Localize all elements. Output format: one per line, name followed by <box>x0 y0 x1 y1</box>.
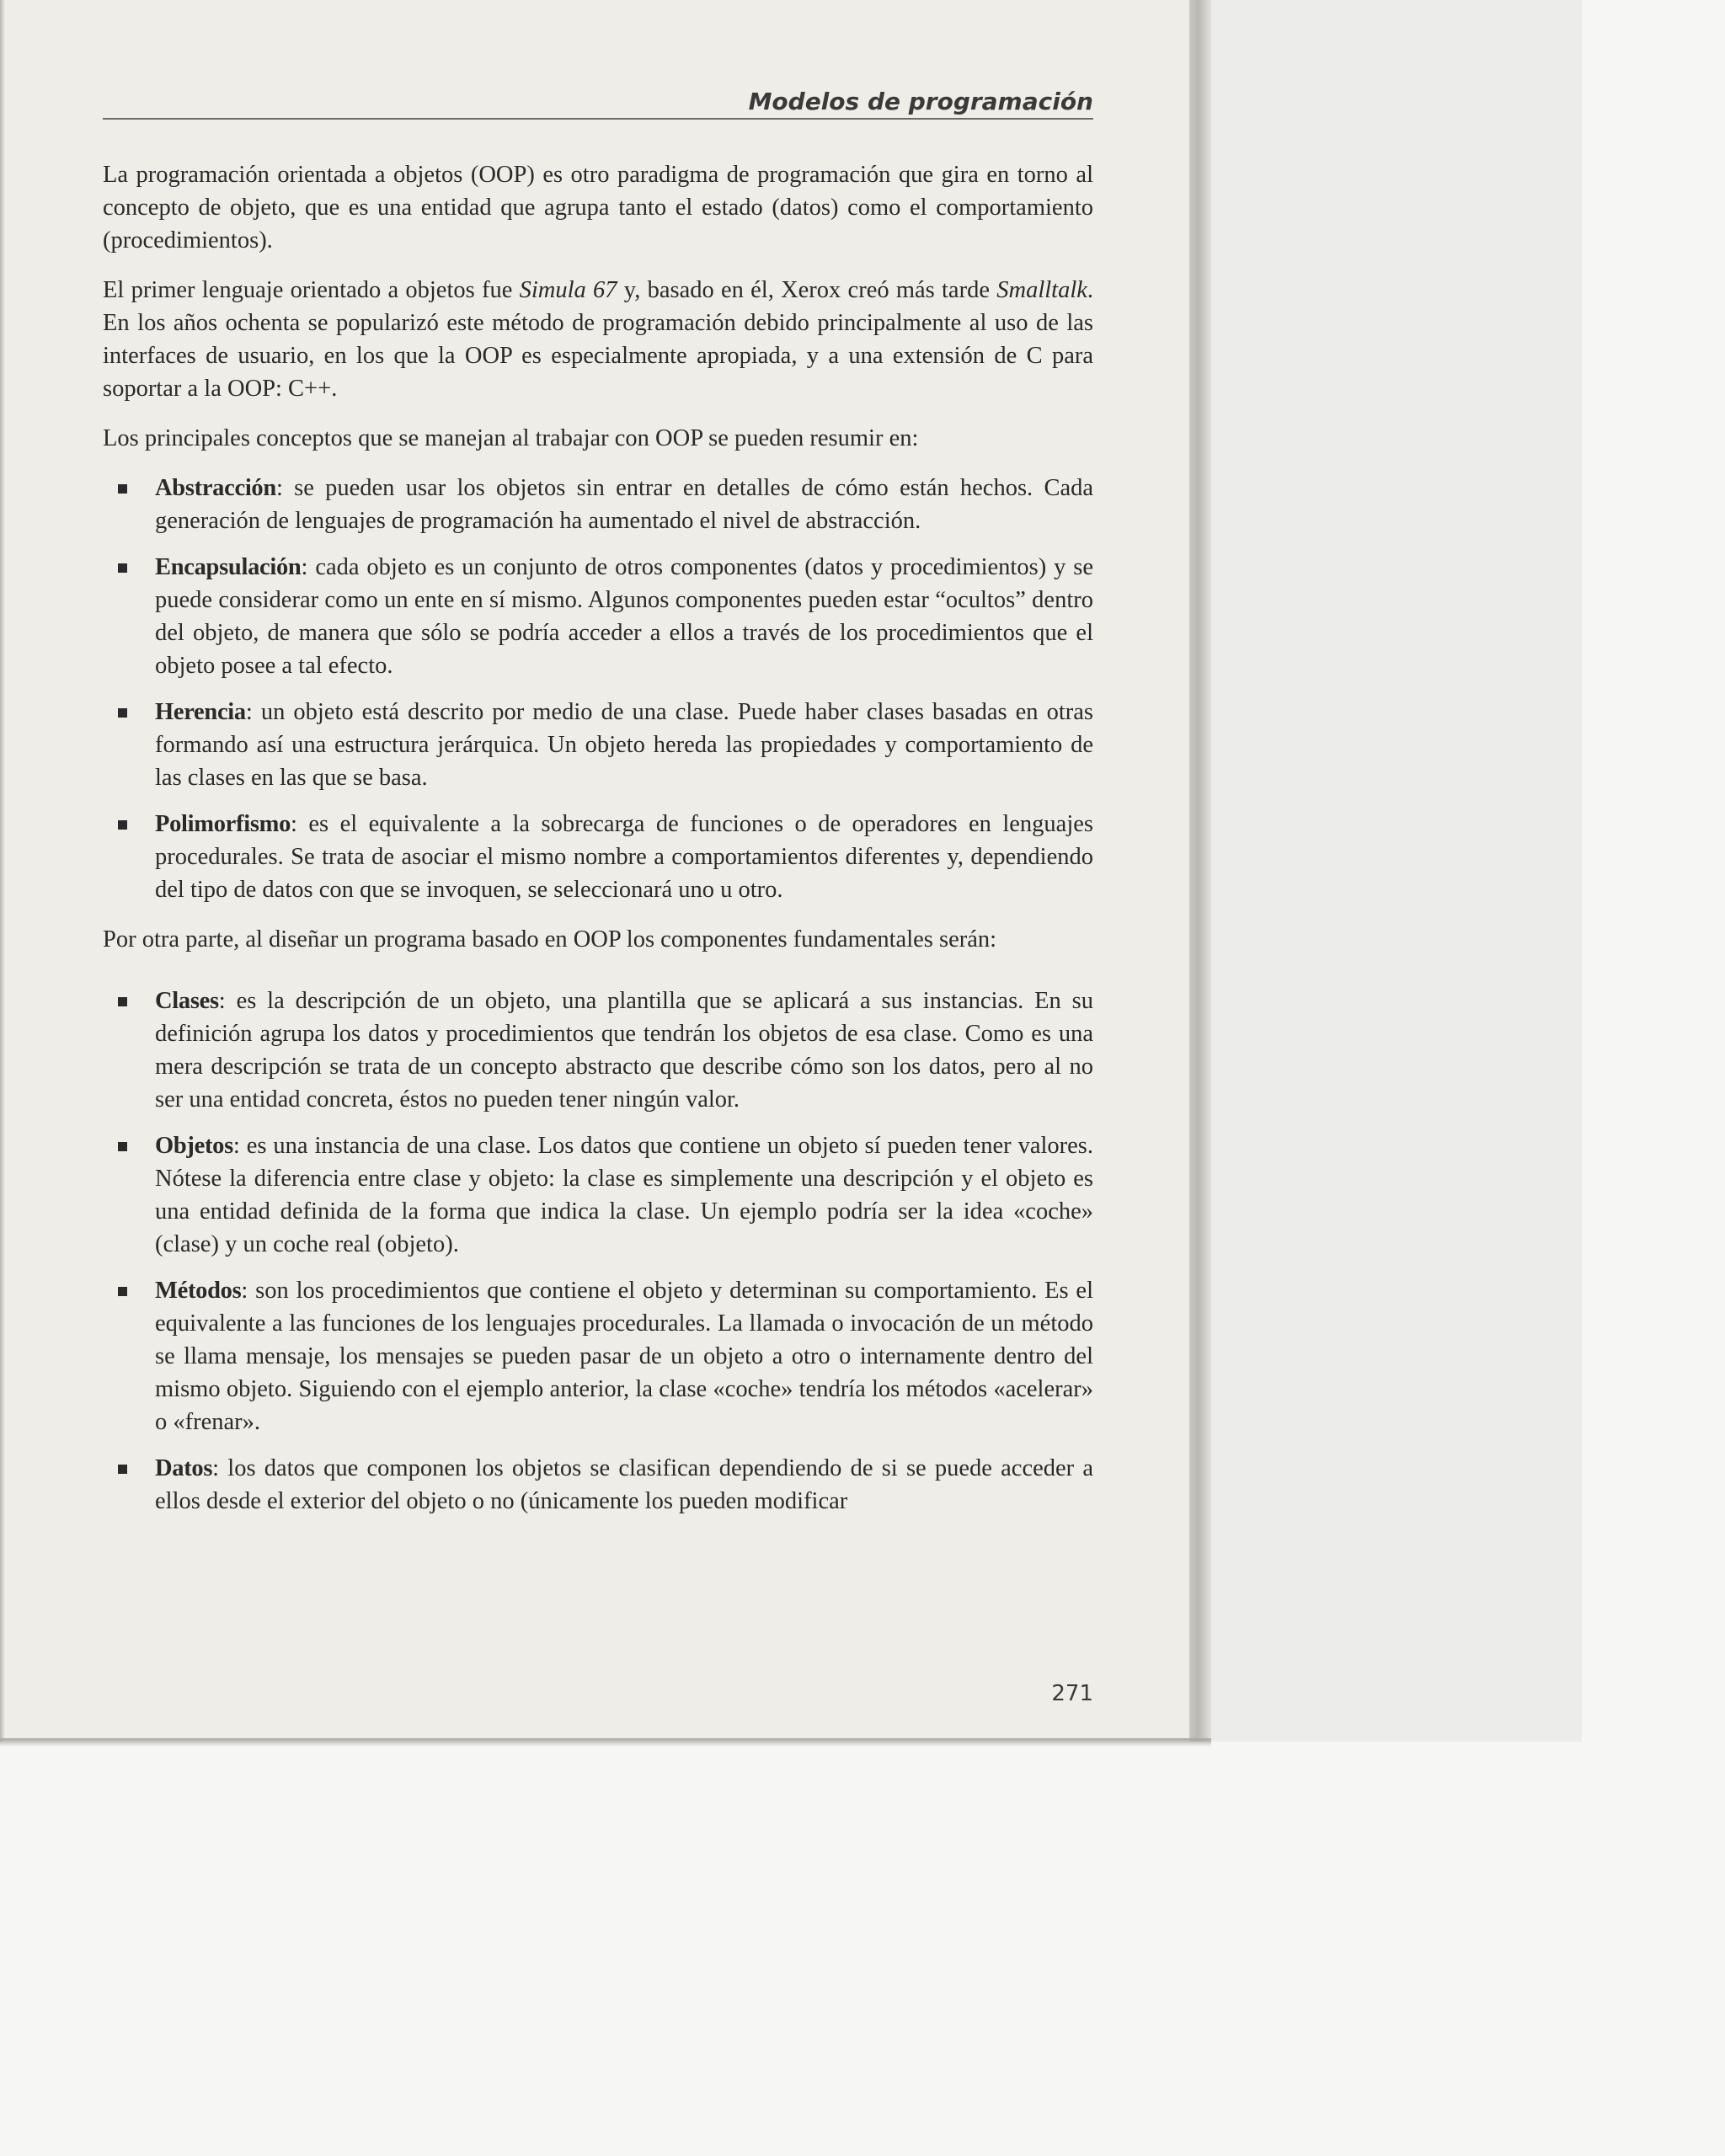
list-item: Abstracción: se pueden usar los objetos sin entrar en detalles de cómo están hechos. Cada generación de lenguajes de programación ha aumentado el nivel de abstracción. <box>103 472 1093 537</box>
components-list <box>103 985 1093 1518</box>
bullet-square-icon <box>118 1465 127 1474</box>
paragraph-history: El primer lenguaje orientado a objetos fue Simula 67 y, basado en él, Xerox creó más tarde Smalltalk. En los años ochenta se popularizó este método de programación debido principalmente al uso de las interfaces de usuario, en los que la OOP es especialmente apropiada, y a una extensión de C para soportar a la OOP: C++. <box>103 277 1094 402</box>
page-number: 271 <box>1051 1681 1093 1706</box>
page-edge <box>1189 0 1211 1742</box>
concepts-list <box>103 472 1093 906</box>
simula-name: Simula 67 <box>519 277 617 303</box>
list-item: Polimorfismo: es el equivalente a la sobrecarga de funciones o de operadores en lenguajes procedurales. Se trata de asociar el mismo nombre a comportamientos diferentes y, dependiendo del tipo de datos con que se invoquen, se seleccionará uno u otro. <box>103 808 1093 906</box>
page-body <box>103 158 1093 1534</box>
list-item: Objetos: es una instancia de una clase. Los datos que contiene un objeto sí pueden tener valores. Nótese la diferencia entre clase y objeto: la clase es simplemente una descripción y el objeto es una entidad definida de la forma que indica la clase. Un ejemplo podría ser la idea «coche» (clase) y un coche real (objeto). <box>103 1129 1093 1261</box>
bullet-square-icon <box>118 563 127 573</box>
bullet-square-icon <box>118 820 127 830</box>
page-bottom-shadow <box>0 1738 1211 1747</box>
bullet-square-icon <box>118 708 127 718</box>
bullet-square-icon <box>118 484 127 494</box>
list-item: Métodos: son los procedimientos que contiene el objeto y determinan su comportamiento. Es el equivalente a las funciones de los lenguajes procedurales. La llamada o invocación de un método se llama mensaje, los mensajes se pueden pasar de un objeto a otro o internamente dentro del mismo objeto. Siguiendo con el ejemplo anterior, la clase «coche» tendría los métodos «acelerar» o «frenar». <box>103 1274 1093 1438</box>
header-rule <box>103 118 1093 120</box>
bullet-square-icon <box>118 1287 127 1296</box>
paragraph-oop-intro: La programación orientada a objetos (OOP) es otro paradigma de programación que gira en torno al concepto de objeto, que es una entidad que agrupa tanto el estado (datos) como el comportamiento (procedimientos). <box>103 162 1093 253</box>
paragraph-concepts-intro: Los principales conceptos que se manejan al trabajar con OOP se pueden resumir en: <box>103 425 919 451</box>
paragraph-components-intro: Por otra parte, al diseñar un programa basado en OOP los componentes fundamentales serán: <box>103 926 997 953</box>
running-header: Modelos de programación <box>748 88 1093 115</box>
list-item: Datos: los datos que componen los objetos se clasifican dependiendo de si se puede acceder a ellos desde el exterior del objeto o no (únicamente los pueden modificar <box>103 1452 1093 1518</box>
bullet-square-icon <box>118 997 127 1006</box>
smalltalk-name: Smalltalk <box>996 277 1087 303</box>
bullet-square-icon <box>118 1142 127 1151</box>
list-item: Herencia: un objeto está descrito por medio de una clase. Puede haber clases basadas en otras formando así una estructura jerárquica. Un objeto hereda las propiedades y comportamiento de las clases en las que se basa. <box>103 696 1093 794</box>
facing-page-strip <box>1211 0 1582 1742</box>
list-item: Clases: es la descripción de un objeto, una plantilla que se aplicará a sus instancias. En su definición agrupa los datos y procedimientos que tendrán los objetos de esa clase. Como es una mera descripción se trata de un concepto abstracto que describe cómo son los datos, pero al no ser una entidad concreta, éstos no pueden tener ningún valor. <box>103 985 1093 1116</box>
page-binding-shadow <box>0 0 5 1742</box>
list-item: Encapsulación: cada objeto es un conjunto de otros componentes (datos y procedimientos) y se puede considerar como un ente en sí mismo. Algunos componentes pueden estar “ocultos” dentro del objeto, de manera que sólo se podría acceder a ellos a través de los procedimientos que el objeto posee a tal efecto. <box>103 551 1093 682</box>
